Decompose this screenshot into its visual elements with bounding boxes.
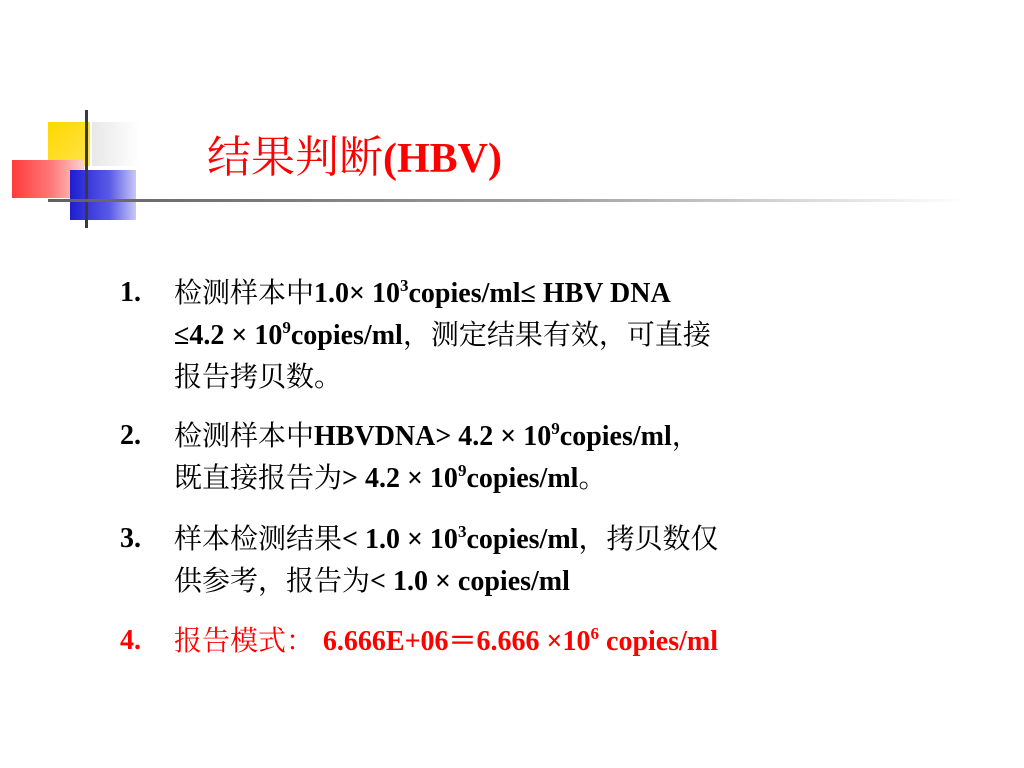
item-text: 既直接报告为: [174, 461, 343, 494]
item-value: HBVDNA> 4.2 × 10: [314, 421, 552, 452]
list-item: [120, 272, 880, 397]
item-value: > 4.2 × 10: [342, 463, 458, 494]
gray-fade-square: [92, 122, 140, 166]
item-text: 报告模式：: [174, 624, 315, 657]
blue-gradient-square: [70, 170, 136, 220]
item-exponent: 3: [457, 522, 467, 541]
item-value: < 1.0 × copies/ml: [370, 566, 570, 597]
item-line: [174, 415, 880, 457]
item-number: 4.: [120, 625, 141, 656]
item-line: [174, 314, 880, 356]
item-value: 6.666E+06＝6.666 ×10: [322, 626, 591, 657]
item-number: 3.: [120, 523, 141, 554]
yellow-square: [48, 122, 90, 166]
item-text: ，拷贝数仅: [578, 522, 719, 555]
item-text: 报告拷贝数。: [174, 360, 343, 393]
list-item-highlight: [120, 620, 880, 662]
item-value: < 1.0 × 10: [342, 524, 458, 555]
item-text: ，: [671, 419, 700, 452]
item-value: × 10: [349, 278, 400, 309]
item-line: [174, 560, 880, 602]
title-chinese: 结果判断: [207, 132, 383, 183]
header-decoration: [0, 0, 1024, 240]
item-line: [174, 272, 880, 314]
item-line: [174, 620, 880, 662]
item-text: 样本检测结果: [174, 522, 343, 555]
item-text: ，测定结果有效，可直接: [402, 318, 711, 351]
item-number: 1.: [120, 277, 141, 308]
list-item: [120, 415, 880, 499]
item-value: ≤4.2 × 10: [174, 320, 283, 351]
item-value: ≤ HBV DNA: [520, 278, 671, 309]
item-exponent: 9: [457, 461, 467, 480]
item-value: 1.0: [314, 278, 350, 309]
item-line: [174, 356, 880, 397]
item-unit: copies/ml: [559, 421, 672, 452]
vertical-rule: [85, 110, 88, 228]
item-unit: copies/ml: [466, 463, 579, 494]
item-line: [174, 518, 880, 560]
item-exponent: 9: [282, 318, 291, 337]
item-text: 检测样本中: [174, 276, 315, 309]
item-exponent: 9: [551, 419, 560, 438]
item-number: 2.: [120, 420, 141, 451]
horizontal-rule: [48, 199, 968, 202]
list-item: [120, 518, 880, 602]
item-unit: copies/ml: [408, 278, 521, 309]
item-text: 。: [578, 461, 607, 494]
item-unit: copies/ml: [599, 626, 719, 657]
title-english: (HBV): [383, 136, 502, 182]
item-line: [174, 457, 880, 499]
item-unit: copies/ml: [290, 320, 403, 351]
slide-title: [207, 128, 502, 189]
item-exponent: 3: [399, 276, 409, 295]
item-text: 供参考，报告为: [174, 564, 371, 597]
item-unit: copies/ml: [466, 524, 579, 555]
item-text: 检测样本中: [174, 419, 315, 452]
item-exponent: 6: [590, 624, 600, 643]
